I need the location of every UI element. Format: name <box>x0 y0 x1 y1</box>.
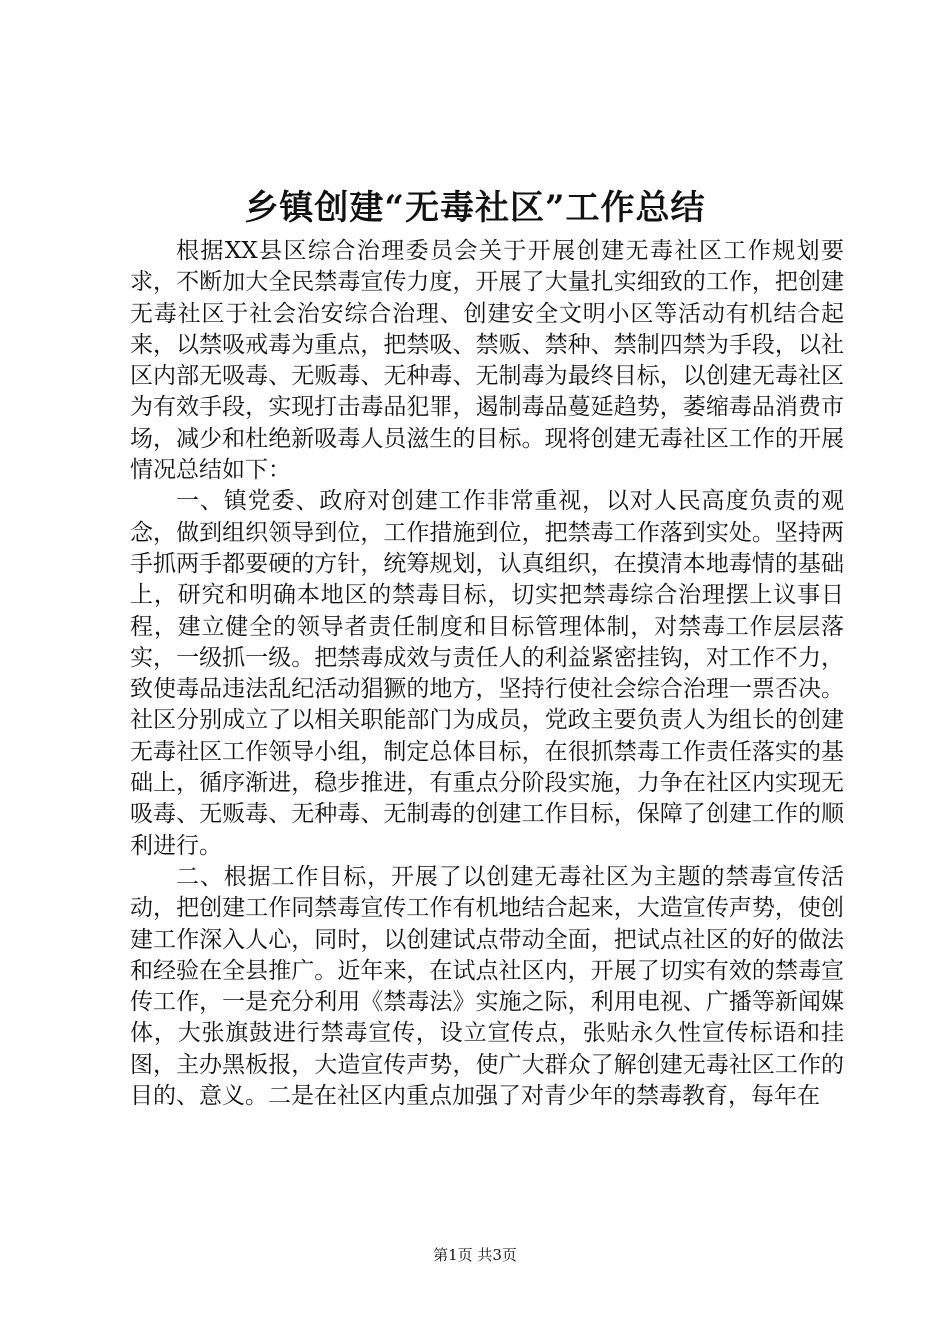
page-number-label: 第1页 共3页 <box>433 1246 517 1264</box>
document-title: 乡镇创建“无毒社区”工作总结 <box>244 188 706 228</box>
paragraph-section-2: 二、根据工作目标，开展了以创建无毒社区为主题的禁毒宣传活动，把创建工作同禁毒宣传工作有机地结合起来，大造宣传声势，使创建工作深入人心，同时，以创建试点带动全面，把试点社区的好的做法和经验在全县推广。近年来，在试点社区内，开展了切实有效的禁毒宣传工作，一是充分利用《禁毒法》实施之际，利用电视、广播等新闻媒体，大张旗鼓进行禁毒宣传，设立宣传点，张贴永久性宣传标语和挂图，主办黑板报，大造宣传声势，使广大群众了解创建无毒社区工作的目的、意义。二是在社区内重点加强了对青少年的禁毒教育，每年在 <box>130 863 844 1110</box>
paragraph-section-1: 一、镇党委、政府对创建工作非常重视，以对人民高度负责的观念，做到组织领导到位，工作措施到位，把禁毒工作落到实处。坚持两手抓两手都要硬的方针，统筹规划，认真组织，在摸清本地毒情的基础上，研究和明确本地区的禁毒目标，切实把禁毒综合治理摆上议事日程，建立健全的领导者责任制度和目标管理体制，对禁毒工作层层落实，一级抓一级。把禁毒成效与责任人的利益紧密挂钩，对工作不力，致使毒品违法乱纪活动猖獗的地方，坚持行使社会综合治理一票否决。社区分别成立了以相关职能部门为成员，党政主要负责人为组长的创建无毒社区工作领导小组，制定总体目标，在很抓禁毒工作责任落实的基础上，循序渐进，稳步推进，有重点分阶段实施，力争在社区内实现无吸毒、无贩毒、无种毒、无制毒的创建工作目标，保障了创建工作的顺利进行。 <box>130 488 844 859</box>
page-footer <box>0 1245 950 1265</box>
document-body <box>130 236 844 1112</box>
paragraph-intro: 根据XX县区综合治理委员会关于开展创建无毒社区工作规划要求，不断加大全民禁毒宣传力度，开展了大量扎实细致的工作，把创建无毒社区于社会治安综合治理、创建安全文明小区等活动有机结合起来，以禁吸戒毒为重点，把禁吸、禁贩、禁种、禁制四禁为手段，以社区内部无吸毒、无贩毒、无种毒、无制毒为最终目标，以创建无毒社区为有效手段，实现打击毒品犯罪，遏制毒品蔓延趋势，萎缩毒品消费市场，减少和杜绝新吸毒人员滋生的目标。现将创建无毒社区工作的开展情况总结如下： <box>130 238 844 484</box>
